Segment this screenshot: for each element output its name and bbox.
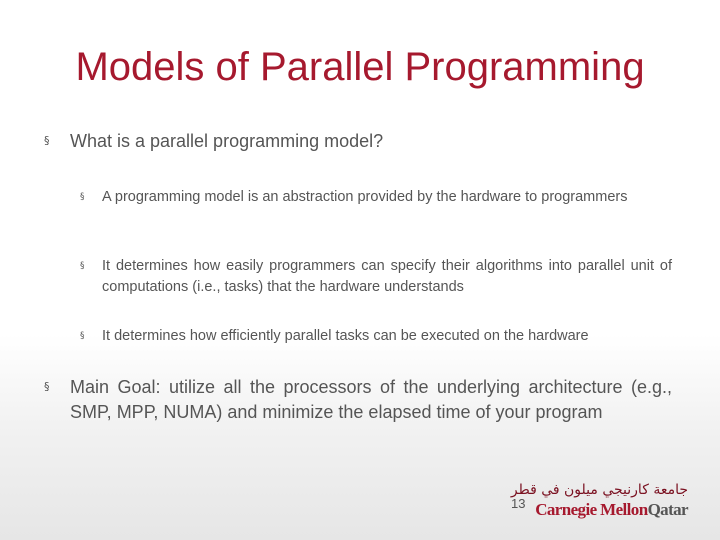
bullet-marker: §: [44, 134, 50, 147]
bullet-text: It determines how efficiently parallel tasks can be executed on the hardware: [102, 328, 589, 344]
bullet-level2: [80, 326, 672, 347]
page-number: 13: [511, 496, 526, 511]
bullet-marker: §: [80, 331, 85, 341]
bullet-text: What is a parallel programming model?: [70, 131, 384, 151]
bullet-level2: [80, 256, 672, 298]
bullet-marker: §: [44, 380, 50, 393]
bullet-level1: [44, 375, 672, 424]
logo-english-main: Carnegie Mellon: [535, 500, 648, 519]
bullet-text: Main Goal: utilize all the processors of the underlying architecture (e.g., SMP, MPP, NUMA) and minimize the elapsed time of your program: [70, 377, 672, 422]
bullet-marker: §: [80, 192, 85, 202]
bullet-marker: §: [80, 261, 85, 271]
bullet-text: A programming model is an abstraction provided by the hardware to programmers: [102, 189, 628, 205]
logo-english-text: [535, 500, 688, 520]
bullet-text: It determines how easily programmers can specify their algorithms into parallel unit of computations (i.e., tasks) that the hardware understands: [102, 258, 672, 295]
logo-arabic-text: جامعة كارنيجي ميلون في قطر: [510, 482, 688, 498]
bullet-level1: [44, 129, 672, 154]
logo-english-suffix: Qatar: [647, 500, 688, 519]
bullet-level2: [80, 187, 672, 208]
slide-title: Models of Parallel Programming: [75, 45, 645, 89]
